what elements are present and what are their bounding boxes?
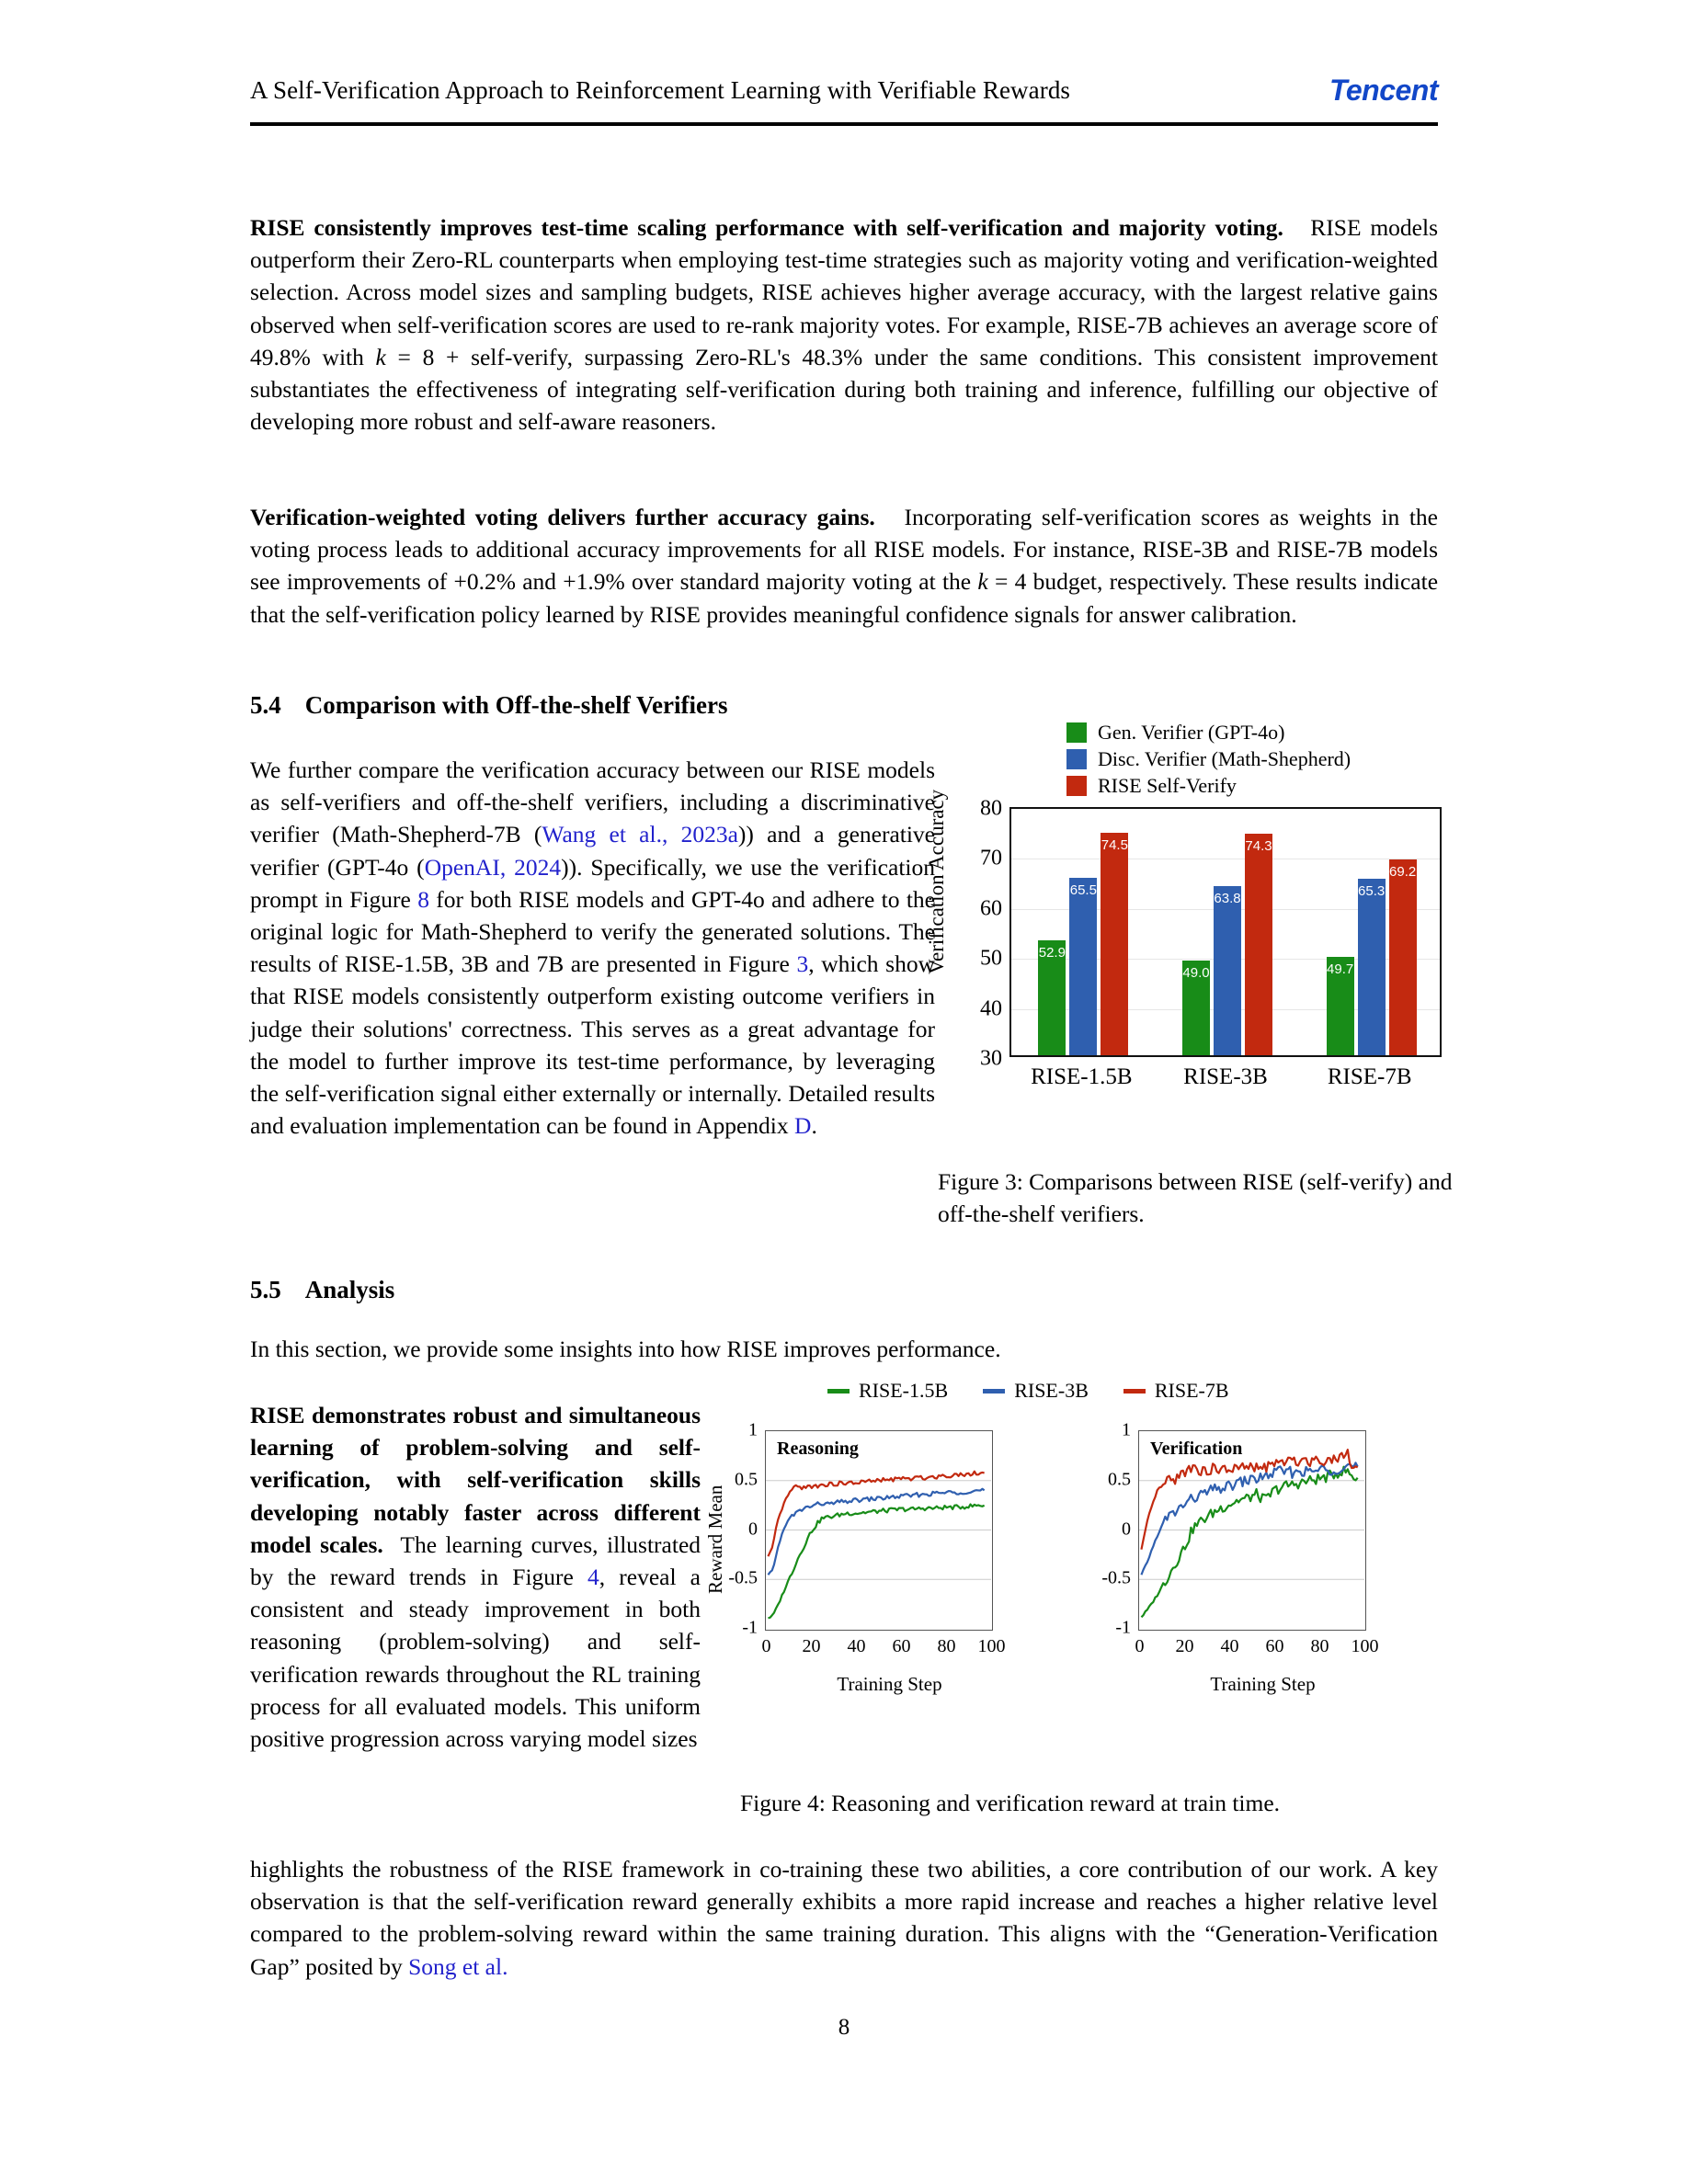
line-chart-svg bbox=[1139, 1431, 1364, 1629]
section-heading-5-4 bbox=[250, 689, 935, 722]
header-divider bbox=[250, 122, 1438, 126]
x-tick-label: 20 bbox=[802, 1636, 821, 1656]
s54-text-e: , which show that RISE models consistently outperform existing outcome verifiers in judge their solutions' correctness. This serves as a great advantage for the model to further improve its test-time performance, by leveraging the self-verification signal either externally or internally. Detailed results and evaluation implementation can be found in Appendix bbox=[250, 950, 935, 1140]
paragraph-2-lead: Verification-weighted voting delivers further accuracy gains. bbox=[250, 504, 875, 530]
reference-figure-3[interactable]: 3 bbox=[796, 950, 809, 978]
s55-body-a: The learning curves, illustrated by the reward trends in Figure bbox=[250, 1530, 701, 1591]
x-tick-label: 100 bbox=[1351, 1636, 1379, 1656]
figure-3-bar-chart bbox=[925, 708, 1453, 1158]
bar-value-label: 63.8 bbox=[1214, 891, 1241, 907]
x-tick-label: 80 bbox=[1310, 1636, 1329, 1656]
y-tick-label: 30 bbox=[980, 1046, 1002, 1071]
bar bbox=[1182, 961, 1210, 1055]
figure-4-legend bbox=[827, 1379, 1229, 1403]
legend-item-disc-verifier bbox=[1066, 745, 1351, 772]
y-tick-label: 50 bbox=[980, 946, 1002, 971]
legend-swatch-blue bbox=[1066, 749, 1087, 769]
bar bbox=[1069, 878, 1097, 1055]
y-tick-label: 1 bbox=[748, 1419, 758, 1440]
series-line bbox=[768, 1505, 984, 1619]
reasoning-plot-area bbox=[765, 1430, 993, 1631]
legend-dash-blue bbox=[983, 1389, 1005, 1393]
citation-song-et-al[interactable]: Song et al. bbox=[408, 1952, 508, 1980]
y-tick-label: 40 bbox=[980, 996, 1002, 1021]
verification-chart-title: Verification bbox=[1150, 1439, 1243, 1459]
bar-value-label: 74.5 bbox=[1101, 836, 1128, 853]
s55-lead: RISE demonstrates robust and simultaneous learning of problem-solving and self-verification, with self-verification skills developing notably faster across different model scales. bbox=[250, 1402, 701, 1558]
legend-item-rise-1-5b bbox=[827, 1379, 948, 1403]
bar bbox=[1038, 940, 1066, 1055]
bar-group bbox=[1156, 809, 1300, 1055]
s54-text-d: for both RISE models and GPT-4o and adhere to the original logic for Math-Shepherd to verify the generated solutions. The results of RISE-1.5B, 3B and 7B are presented in Figure bbox=[250, 885, 935, 978]
section-5-5-body bbox=[250, 1399, 701, 1755]
paragraph-verification-weighted-voting bbox=[250, 501, 1438, 631]
y-tick-label: 70 bbox=[980, 846, 1002, 870]
bar bbox=[1358, 879, 1386, 1055]
bar-value-label: 49.0 bbox=[1182, 964, 1210, 981]
x-tick-label: RISE-3B bbox=[1183, 1064, 1268, 1089]
paragraph-test-time-scaling bbox=[250, 211, 1438, 438]
x-tick-label: 40 bbox=[847, 1636, 866, 1656]
math-k-2: k bbox=[977, 568, 988, 596]
legend-dash-red bbox=[1123, 1389, 1146, 1393]
reasoning-x-axis-label: Training Step bbox=[837, 1673, 942, 1695]
legend-swatch-green bbox=[1066, 722, 1087, 743]
legend-label-rise-1-5b: RISE-1.5B bbox=[859, 1379, 949, 1402]
s54-text-a: We further compare the verification accuracy between our RISE models as self-verifiers and off-the-shelf verifiers, including a discriminative verifier (Math-Shepherd-7B ( bbox=[250, 756, 935, 848]
verification-plot-area bbox=[1138, 1430, 1366, 1631]
figure-4-line-charts bbox=[704, 1379, 1443, 1765]
legend-swatch-red bbox=[1066, 776, 1087, 796]
section-number-5-5: 5.5 bbox=[250, 1276, 281, 1303]
figure-4-y-axis-label: Reward Mean bbox=[704, 1484, 726, 1594]
figure-3-caption: Figure 3: Comparisons between RISE (self-verify) and off-the-shelf verifiers. bbox=[938, 1168, 1453, 1228]
s55-body-b: , reveal a consistent and steady improvement in both reasoning (problem-solving) and self-verification rewards throughout the RL training process for all evaluated models. This uniform positive progression across varying model sizes bbox=[250, 1564, 701, 1753]
tail-text: highlights the robustness of the RISE framework in co-training these two abilities, a core contribution of our work. A key observation is that the self-verification reward generally exhibits a more rapid increase and reaches a higher relative level compared to the problem-solving reward within the same training duration. This aligns with the “Generation-Verification Gap” posited by bbox=[250, 1856, 1438, 1980]
y-tick-label: 80 bbox=[980, 796, 1002, 821]
bar-value-label: 74.3 bbox=[1245, 838, 1272, 855]
s54-text-c: )). Specifically, we use the verification prompt in Figure bbox=[250, 853, 935, 913]
section-number-5-4: 5.4 bbox=[250, 691, 281, 719]
x-tick-label: 20 bbox=[1175, 1636, 1194, 1656]
figure-3-legend bbox=[1066, 719, 1351, 799]
y-tick-label: 0 bbox=[1122, 1519, 1131, 1539]
section-title-5-4: Comparison with Off-the-shelf Verifiers bbox=[304, 691, 728, 719]
legend-label-disc-verifier: Disc. Verifier (Math-Shepherd) bbox=[1098, 747, 1352, 770]
series-line bbox=[1141, 1467, 1357, 1618]
bar-group bbox=[1011, 809, 1156, 1055]
x-tick-label: 0 bbox=[761, 1636, 771, 1656]
bar bbox=[1214, 886, 1241, 1055]
section-5-5-intro: In this section, we provide some insights into how RISE improves performance. bbox=[250, 1336, 1001, 1362]
verification-x-axis-label: Training Step bbox=[1210, 1673, 1316, 1695]
bar bbox=[1389, 859, 1417, 1055]
x-tick-label: 60 bbox=[892, 1636, 911, 1656]
s54-text-b: )) and a generative verifier (GPT-4o ( bbox=[250, 821, 935, 881]
figure-4-verification-chart bbox=[1081, 1414, 1389, 1699]
y-tick-label: -0.5 bbox=[728, 1567, 758, 1588]
bar-value-label: 69.2 bbox=[1389, 863, 1417, 880]
legend-label-rise-7b: RISE-7B bbox=[1154, 1379, 1229, 1402]
legend-item-gen-verifier bbox=[1066, 719, 1351, 745]
legend-item-rise-self-verify bbox=[1066, 772, 1351, 799]
line-chart-svg bbox=[766, 1431, 991, 1629]
paragraph-2-body: Incorporating self-verification scores as weights in the voting process leads to additional accuracy improvements for all RISE models. For instance, RISE-3B and RISE-7B models see improvements of +0.2% and +1.9% over standard majority voting at the bbox=[250, 504, 1438, 596]
x-tick-label: 60 bbox=[1265, 1636, 1284, 1656]
series-line bbox=[768, 1489, 984, 1575]
tencent-logo: Tencent bbox=[1329, 74, 1438, 107]
paragraph-1-body2: = 8 + self-verify, surpassing Zero-RL's 48.3% under the same conditions. This consistent improvement substantiates the effectiveness of integrating self-verification during both training and inference, fulfilling our objective of developing more robust and self-aware reasoners. bbox=[250, 343, 1439, 436]
citation-wang-2023a[interactable]: Wang et al., 2023a bbox=[542, 821, 738, 848]
figure-3-y-axis-label: Verification Accuracy bbox=[925, 789, 948, 974]
page-header bbox=[250, 72, 1438, 106]
y-tick-label: 1 bbox=[1122, 1419, 1131, 1440]
figure-4-reasoning-chart bbox=[704, 1414, 1016, 1699]
legend-label-gen-verifier: Gen. Verifier (GPT-4o) bbox=[1098, 721, 1285, 744]
bar bbox=[1245, 834, 1272, 1055]
x-tick-label: 40 bbox=[1220, 1636, 1239, 1656]
legend-item-rise-7b bbox=[1123, 1379, 1229, 1403]
bar-value-label: 65.3 bbox=[1358, 882, 1386, 899]
running-title: A Self-Verification Approach to Reinforcement Learning with Verifiable Rewards bbox=[250, 76, 1071, 104]
bar-value-label: 49.7 bbox=[1327, 961, 1354, 977]
paragraph-tail bbox=[250, 1853, 1438, 1983]
s54-text-f: . bbox=[811, 1112, 817, 1140]
y-tick-label: 0 bbox=[748, 1519, 758, 1539]
legend-label-rise-3b: RISE-3B bbox=[1014, 1379, 1089, 1402]
bar-group bbox=[1299, 809, 1443, 1055]
citation-openai-2024[interactable]: OpenAI, 2024 bbox=[424, 853, 562, 881]
section-title-5-5: Analysis bbox=[304, 1276, 395, 1303]
y-tick-label: 0.5 bbox=[1108, 1469, 1131, 1490]
y-tick-label: -1 bbox=[742, 1617, 758, 1638]
math-k-1: k bbox=[375, 343, 386, 370]
y-tick-label: -1 bbox=[1115, 1617, 1131, 1638]
y-tick-label: 60 bbox=[980, 896, 1002, 921]
section-heading-5-5 bbox=[250, 1274, 1438, 1306]
paragraph-1-body: RISE models outperform their Zero-RL counterparts when employing test-time strategies such as majority voting and verification-weighted selection. Across model sizes and sampling budgets, RISE achieves higher average accuracy, with the largest relative gains observed when self-verification scores are used to re-rank majority votes. For example, RISE-7B achieves an average score of 49.8% with bbox=[250, 214, 1439, 370]
bar-value-label: 65.5 bbox=[1069, 882, 1097, 898]
bar bbox=[1327, 957, 1354, 1055]
figure-3-plot-area bbox=[980, 796, 1442, 1071]
y-tick-label: 0.5 bbox=[735, 1469, 758, 1490]
x-tick-label: 0 bbox=[1135, 1636, 1145, 1656]
reference-figure-4[interactable]: 4 bbox=[587, 1564, 599, 1591]
x-tick-label: 100 bbox=[977, 1636, 1006, 1656]
bar bbox=[1101, 833, 1128, 1055]
y-tick-label: -0.5 bbox=[1101, 1567, 1131, 1588]
legend-dash-green bbox=[827, 1389, 850, 1393]
series-line bbox=[768, 1472, 984, 1556]
paragraph-2-body2: = 4 budget, respectively. These results indicate that the self-verification policy learned by RISE provides meaningful confidence signals for answer calibration. bbox=[250, 568, 1439, 628]
reference-figure-8[interactable]: 8 bbox=[417, 885, 429, 913]
page-number: 8 bbox=[838, 2015, 850, 2040]
section-5-4-body bbox=[250, 754, 935, 1142]
x-tick-label: 80 bbox=[937, 1636, 956, 1656]
bar-value-label: 52.9 bbox=[1038, 945, 1066, 961]
figure-4-caption: Figure 4: Reasoning and verification reward at train time. bbox=[740, 1790, 1281, 1816]
reference-appendix-d[interactable]: D bbox=[794, 1112, 812, 1140]
legend-label-rise-self-verify: RISE Self-Verify bbox=[1098, 774, 1237, 797]
paragraph-1-lead: RISE consistently improves test-time scaling performance with self-verification and majority voting. bbox=[250, 214, 1283, 241]
reasoning-chart-title: Reasoning bbox=[777, 1439, 859, 1459]
x-tick-label: RISE-7B bbox=[1327, 1064, 1412, 1089]
section-5-5-body-cont bbox=[250, 1787, 701, 1819]
x-tick-label: RISE-1.5B bbox=[1031, 1064, 1133, 1089]
legend-item-rise-3b bbox=[983, 1379, 1089, 1403]
